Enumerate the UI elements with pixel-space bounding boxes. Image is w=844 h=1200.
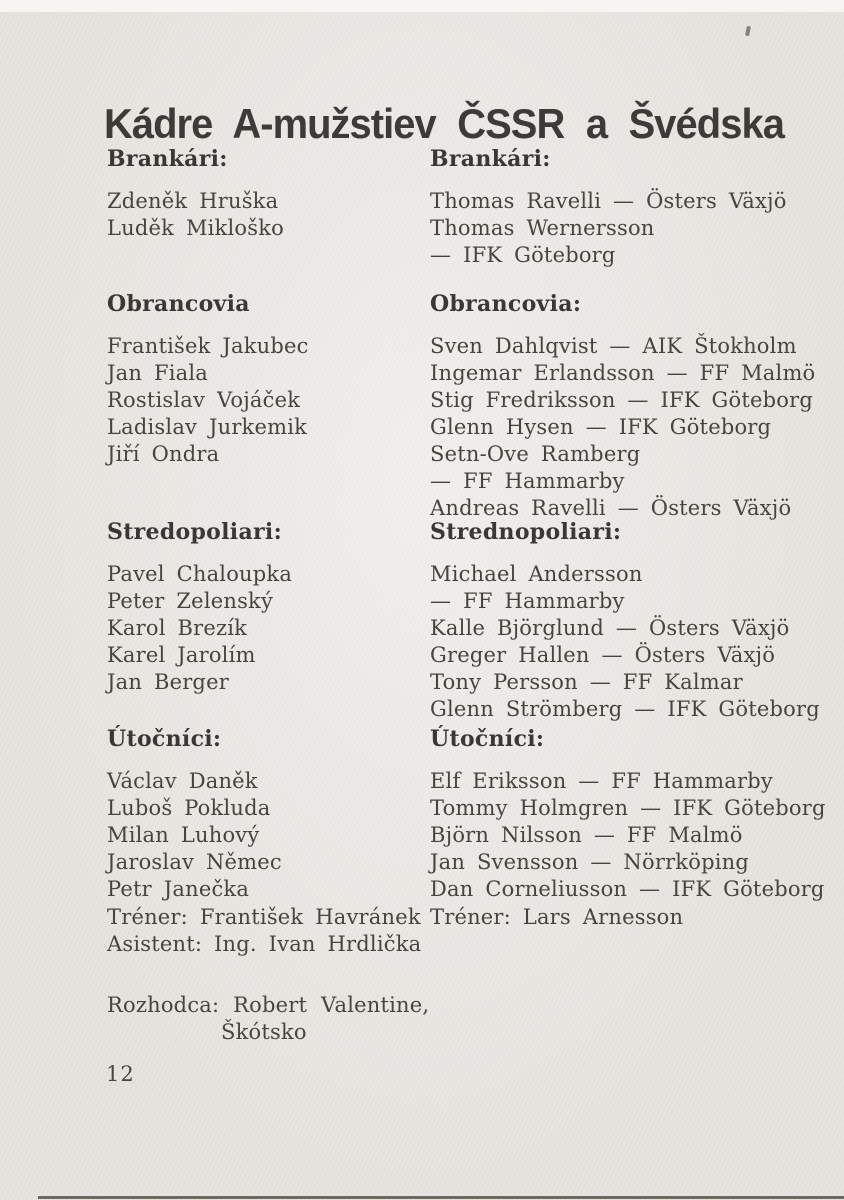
referee-line-2: Škótsko [221,1020,307,1044]
player-name: Ingemar Erlandsson — FF Malmö [430,361,816,385]
list-left-defenders [107,333,309,468]
scan-edge-top [0,0,844,12]
player-name: Luděk Mikloško [107,216,284,240]
player-name: Stig Fredriksson — IFK Göteborg [430,388,813,412]
heading-left-forwards: Útočníci: [107,726,222,752]
player-name: Milan Luhový [107,823,260,847]
player-name: Thomas Ravelli — Östers Växjö [430,189,787,213]
player-name: Michael Andersson [430,562,643,586]
list-right-forwards [430,768,826,903]
referee-line-1: Rozhodca: Robert Valentine, [107,993,430,1017]
list-left-goalkeepers [107,188,284,242]
staff-line: Asistent: Ing. Ivan Hrdlička [107,932,422,956]
staff-line: Tréner: Lars Arnesson [430,905,684,929]
player-name: Thomas Wernersson [430,216,655,240]
heading-right-defenders: Obrancovia: [430,291,582,317]
list-left-forwards [107,768,282,903]
staff-line: Tréner: František Havránek [107,905,421,929]
player-name: Björn Nilsson — FF Malmö [430,823,743,847]
player-name: Karol Brezík [107,616,248,640]
player-name: Jan Fiala [107,361,208,385]
player-name: Setn-Ove Ramberg [430,442,641,466]
player-name: František Jakubec [107,334,309,358]
player-name: Václav Daněk [107,769,258,793]
scan-speck [745,26,751,37]
page-title: Kádre A-mužstiev ČSSR a Švédska [104,100,784,148]
list-right-midfielders [430,561,820,723]
player-name: Jan Berger [107,670,229,694]
list-left-staff [107,904,421,958]
player-name: Andreas Ravelli — Östers Växjö [430,496,792,520]
heading-left-midfielders: Stredopoliari: [107,519,282,545]
heading-right-forwards: Útočníci: [430,726,545,752]
heading-left-defenders: Obrancovia [107,291,250,317]
player-name: Tony Persson — FF Kalmar [430,670,743,694]
player-name: Pavel Chaloupka [107,562,293,586]
player-name: Sven Dahlqvist — AIK Štokholm [430,334,797,358]
player-name: Glenn Hysen — IFK Göteborg [430,415,772,439]
player-name: Peter Zelenský [107,589,274,613]
list-right-defenders [430,333,815,522]
player-name: Rostislav Vojáček [107,388,301,412]
player-name: Jan Svensson — Nörrköping [430,850,750,874]
player-name: — FF Hammarby [430,469,625,493]
player-name: Tommy Holmgren — IFK Göteborg [430,796,826,820]
player-name: Ladislav Jurkemik [107,415,308,439]
player-name: Karel Jarolím [107,643,256,667]
player-name: Zdeněk Hruška [107,189,279,213]
list-right-staff [430,904,683,931]
player-name: — FF Hammarby [430,589,625,613]
heading-right-goalkeepers: Brankári: [430,146,551,172]
player-name: Luboš Pokluda [107,796,271,820]
player-name: Kalle Björglund — Östers Växjö [430,616,790,640]
player-name: Glenn Strömberg — IFK Göteborg [430,697,820,721]
player-name: Elf Eriksson — FF Hammarby [430,769,773,793]
player-name: Greger Hallen — Östers Växjö [430,643,776,667]
heading-right-midfielders: Strednopoliari: [430,519,622,545]
list-left-midfielders [107,561,292,696]
player-name: Dan Corneliusson — IFK Göteborg [430,877,825,901]
player-name: Petr Janečka [107,877,250,901]
scan-edge-bottom [38,1196,844,1199]
heading-left-goalkeepers: Brankári: [107,146,228,172]
player-name: Jiří Ondra [107,442,220,466]
list-right-goalkeepers [430,188,787,269]
page-number: 12 [106,1062,135,1086]
player-name: Jaroslav Němec [107,850,282,874]
player-name: — IFK Göteborg [430,243,616,267]
